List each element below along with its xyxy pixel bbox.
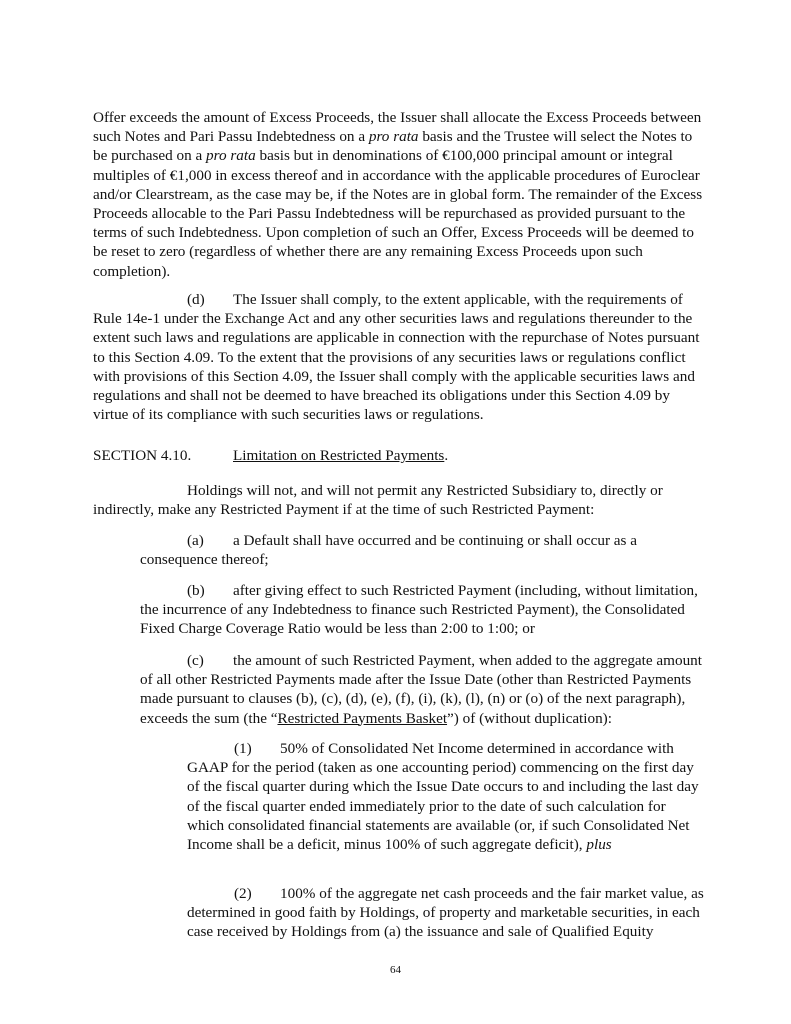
clause-text: The Issuer shall comply, to the extent applicable, with the requirements of Rule 14e-1 under the Exchange Act and any other securities laws and regulations thereunder to the extent such laws and regulations are applicable in connection with the repurchase of Notes pursuant to this Section 4.09. To the extent that the provisions of any securities laws or regulations conflict with provisions of this Section 4.09, the Issuer shall comply with the applicable securities laws and regulations and shall not be deemed to have breached its obligations under this Section 4.09 by virtue of its compliance with such securities laws or regulations. [93, 291, 700, 424]
clause-text: a Default shall have occurred and be continuing or shall occur as a consequence thereof; [140, 532, 637, 569]
clause-a [140, 531, 706, 569]
clause-text: 100% of the aggregate net cash proceeds and the fair market value, as determined in good faith by Holdings, of property and marketable securities, in each case received by Holdings from (a) the issuance and sale of Qualified Equity [187, 885, 704, 941]
clause-label: (b) [187, 582, 205, 599]
paragraph-d [93, 290, 705, 424]
clause-label: (d) [187, 291, 205, 308]
text-run: basis and the Trustee will select the Notes to be purchased on a [93, 128, 693, 165]
clause-label: (2) [234, 885, 252, 902]
section-number: SECTION 4.10. [93, 447, 192, 464]
text-run: basis but in denominations of €100,000 principal amount or integral multiples of €1,000 in excess thereof and in accordance with the applicable procedures of Euroclear and/or Clearstream, as the case may be, if the Notes are in global form. The remainder of the Excess Proceeds allocable to the Pari Passu Indebtedness will be repurchased as provided pursuant to the terms of such Indebtedness. Upon completion of such an Offer, Excess Proceeds will be deemed to be reset to zero (regardless of whether there are any remaining Excess Proceeds upon such completion). [93, 147, 703, 280]
page-number: 64 [390, 964, 401, 976]
clause-text: ”) of (without duplication): [447, 709, 612, 727]
clause-c [140, 651, 706, 728]
subclause-2 [187, 884, 706, 942]
italic-term: pro rata [368, 128, 419, 146]
section-title: Limitation on Restricted Payments [233, 447, 445, 464]
italic-term: plus [586, 836, 612, 854]
clause-text: after giving effect to such Restricted Payment (including, without limitation, the incurrence of any Indebtedness to finance such Restricted Payment), the Consolidated Fixed Charge Coverage Ratio would be less than 2:00 to 1:00; or [140, 582, 698, 638]
subclause-1 [187, 739, 706, 854]
defined-term: Restricted Payments Basket [277, 709, 448, 727]
clause-b [140, 581, 706, 639]
text-run: Offer exceeds the amount of Excess Proceeds, the Issuer shall allocate the Excess Proceeds between such Notes and Pari Passu Indebtedness on a [93, 109, 702, 146]
italic-term: pro rata [206, 147, 256, 165]
section-heading [93, 446, 705, 465]
paragraph-excess-proceeds [93, 108, 705, 281]
clause-label: (c) [187, 652, 204, 669]
clause-label: (a) [187, 532, 204, 549]
paragraph-holdings: Holdings will not, and will not permit any Restricted Subsidiary to, directly or indirectly, make any Restricted Payment if at the time of such Restricted Payment: [93, 482, 663, 519]
clause-label: (1) [234, 740, 252, 757]
clause-text: 50% of Consolidated Net Income determined in accordance with GAAP for the period (taken as one accounting period) commencing on the first day of the fiscal quarter during which the Issue Date occurs to and including the last day of the fiscal quarter ended immediately prior to the date of such calculation for which consolidated financial statements are available (or, if such Consolidated Net Income shall be a deficit, minus 100% of such aggregate deficit), [187, 740, 699, 854]
clause-text: the amount of such Restricted Payment, when added to the aggregate amount of all other Restricted Payments made after the Issue Date (other than Restricted Payments made pursuant to clauses (b), (c), (d), (e), (f), (i), (k), (l), (n) or (o) of the next paragraph), exceeds the sum (the “ [140, 652, 702, 727]
section-period: . [444, 447, 449, 464]
